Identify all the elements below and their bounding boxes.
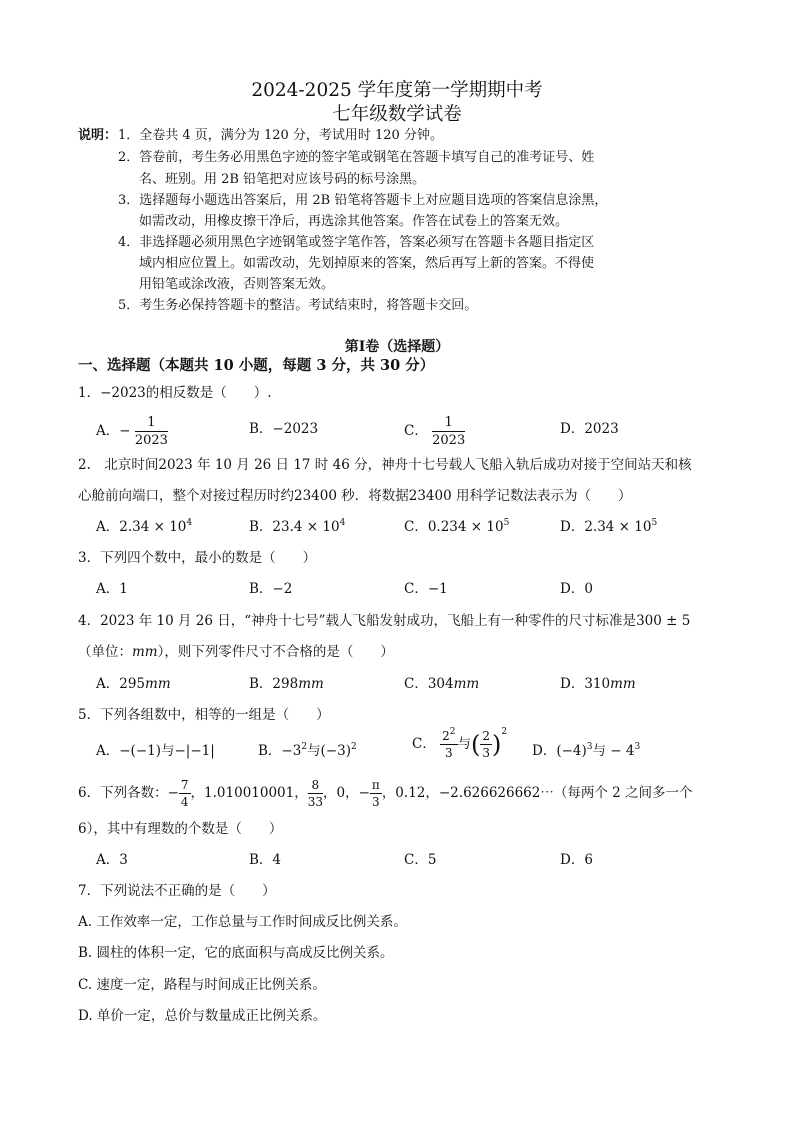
q4-stem-line2: （单位：mm），则下列零件尺寸不合格的是（ ） [78,644,394,660]
q7-option-d: D. 单价一定，总价与数量成正比例关系。 [78,1008,327,1024]
q6-option-c: C．5 [404,852,437,868]
instruction-item-4-cont1: 域内相应位置上。如需改动，先划掉原来的答案，然后再写上新的答案。不得使 [139,256,595,271]
q5-c-fraction1: $\frac{2^2}{3}$ [442,727,456,760]
instruction-item-2-cont: 名、班别。用 2B 铅笔把对应该号码的标号涂黑。 [139,172,426,187]
q1-option-b: B．−2023 [249,421,319,437]
instructions-label: 说明： [78,128,118,143]
q1-option-d: D．2023 [560,421,619,437]
q1-c-fraction: $\frac{1}{2023}$ [432,415,466,448]
q6-stem-line1: 6．下列各数：− $\frac{7}{4}$ ，1.010010001， $\frac{8}{33}$ ，0，− $\frac{\pi}{3}$ ，0.12，−2.626626662⋯（每两个 2 之间多一个 [78,778,693,809]
instruction-item-4-cont2: 用铅笔或涂改液，否则答案无效。 [139,277,335,292]
q4-option-d: D．310mm [560,676,636,692]
q1-a-fraction: $\frac{1}{2023}$ [134,415,168,448]
exam-title-line1: 2024-2025 学年度第一学期期中考 [251,80,543,101]
q4-option-a: A．295mm [96,676,171,692]
q5-option-b: B．$-3^2$与$(-3)^2$ [258,742,357,759]
q5-option-c: C． $\frac{2^2}{3}$ 与( $\frac{2}{3}$ )$^2$ [412,727,508,760]
q7-option-c: C. 速度一定，路程与时间成正比例关系。 [78,977,326,993]
part1-heading: 一、选择题（本题共 10 小题，每题 3 分，共 30 分） [78,357,435,374]
instruction-item-1: 1．全卷共 4 页，满分为 120 分，考试用时 120 分钟。 [118,128,443,143]
q3-option-c: C．−1 [404,581,448,597]
q6-option-d: D．6 [560,852,593,868]
q2-option-a: A．$2.34 \times 10^4$ [96,518,193,535]
q6-stem-line2: 6），其中有理数的个数是（ ） [78,821,283,837]
instruction-item-2: 2．答卷前，考生务必用黑色字迹的签字笔或钢笔在答题卡填写自己的准考证号、姓 [118,150,595,165]
q6-fraction-7-4: $\frac{7}{4}$ [180,778,189,809]
q7-stem: 7．下列说法不正确的是（ ） [78,883,276,899]
instruction-item-3: 3．选择题每小题选出答案后，用 2B 铅笔将答题卡上对应题目选项的答案信息涂黑， [118,193,608,208]
exam-title-line2: 七年级数学试卷 [332,104,462,125]
q4-option-c: C．304mm [404,676,480,692]
instruction-item-5: 5．考生务必保持答题卡的整洁。考试结束时，将答题卡交回。 [118,298,478,313]
q2-stem-line1: 2. 北京时间2023 年 10 月 26 日 17 时 46 分，神舟十七号载人飞船入轨后成功对接于空间站天和核 [78,457,692,473]
instruction-item-3-cont: 如需改动，用橡皮擦干净后，再选涂其他答案。作答在试卷上的答案无效。 [139,214,569,229]
q4-stem-line1: 4．2023 年 10 月 26 日，“神舟十七号”载人飞船发射成功，飞船上有一种零件的尺寸标准是300 ± 5 [78,613,691,629]
q3-stem: 3．下列四个数中，最小的数是（ ） [78,550,317,566]
q5-c-fraction2: $\frac{2}{3}$ [482,729,491,760]
instruction-item-4: 4．非选择题必须用黑色字迹钢笔或签字笔作答，答案必须写在答题卡各题目指定区 [118,235,595,250]
q7-option-b: B. 圆柱的体积一定，它的底面积与高成反比例关系。 [78,945,394,961]
q2-option-d: D．$2.34 \times 10^5$ [560,518,658,535]
q4-option-b: B．298mm [249,676,324,692]
q2-option-c: C．$0.234 \times 10^5$ [404,518,510,535]
q2-option-b: B．$23.4 \times 10^4$ [249,518,346,535]
q1-stem: 1．−2023的相反数是（ ）. [78,385,272,401]
q6-option-b: B．4 [249,852,282,868]
q5-stem: 5．下列各组数中，相等的一组是（ ） [78,707,330,723]
q1-option-a: A．− $\frac{1}{2023}$ [96,415,168,448]
q5-option-d: D．$(-4)^3$与 − $4^3$ [532,742,641,759]
q6-fraction-8-33: $\frac{8}{33}$ [307,778,324,809]
q3-option-b: B．−2 [249,581,293,597]
q3-option-d: D．0 [560,581,593,597]
q3-option-a: A．1 [96,581,128,597]
section-title: 第Ⅰ卷（选择题） [344,339,450,355]
q7-option-a: A. 工作效率一定，工作总量与工作时间成反比例关系。 [78,914,407,930]
q5-option-a: A．−(−1)与−|−1| [96,743,215,759]
q1-option-c: C． $\frac{1}{2023}$ [404,415,466,448]
q2-stem-line2: 心舱前向端口，整个对接过程历时约23400 秒．将数据23400 用科学记数法表示为（ ） [78,488,632,504]
q6-fraction-pi-3: $\frac{\pi}{3}$ [371,778,380,809]
q6-option-a: A．3 [96,852,128,868]
